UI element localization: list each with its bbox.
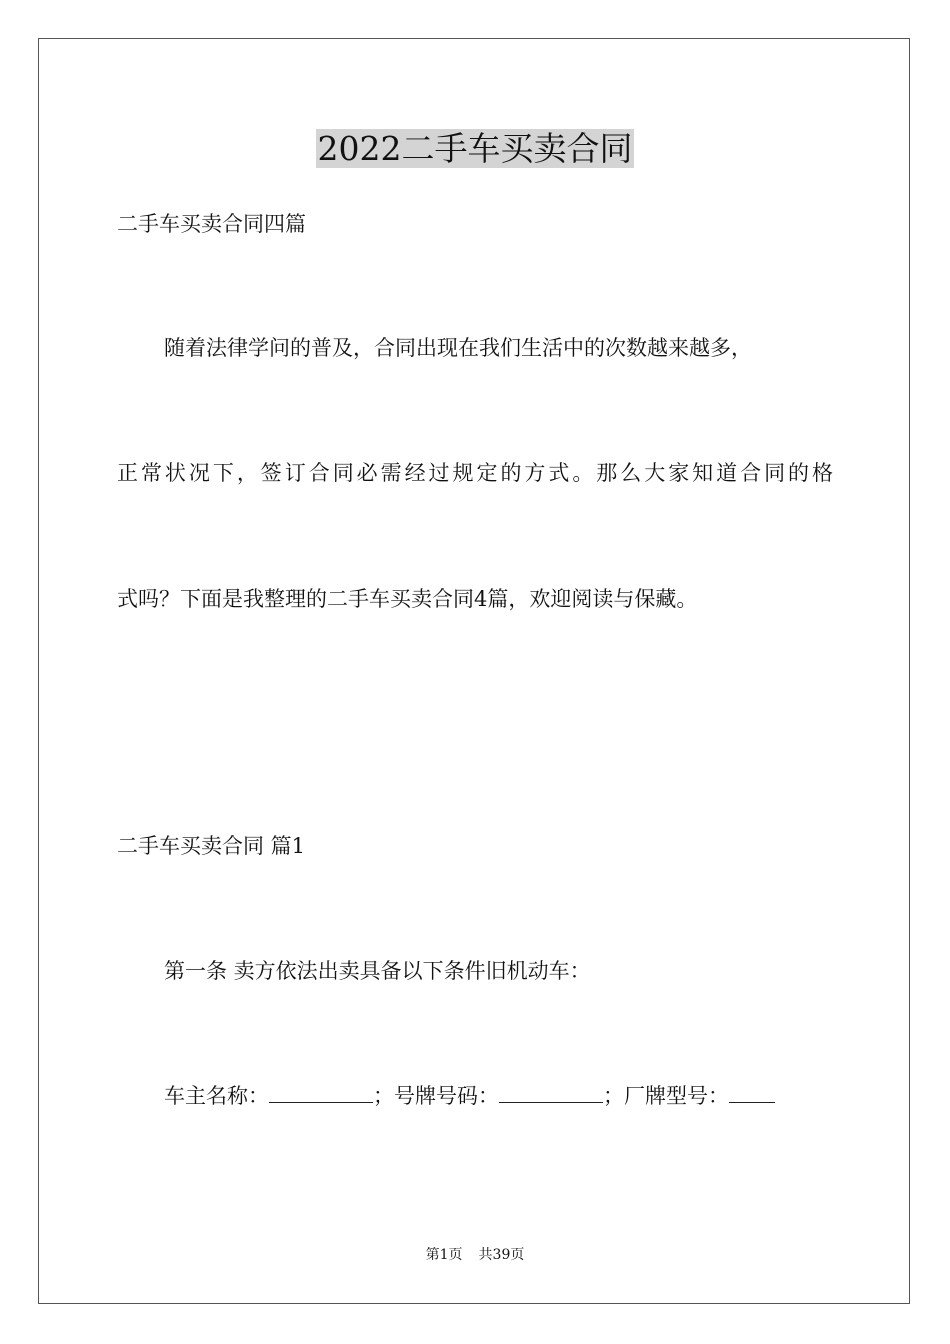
field-separator: ； xyxy=(373,1084,394,1108)
vehicle-model-blank[interactable] xyxy=(729,1084,775,1103)
page-footer xyxy=(0,1245,950,1265)
vehicle-model-label: 厂牌型号： xyxy=(624,1084,729,1108)
intro-paragraph-line-1: 随着法律学问的普及，合同出现在我们生活中的次数越来越多， xyxy=(164,336,752,360)
document-title xyxy=(0,124,950,174)
plate-number-label: 号牌号码： xyxy=(394,1084,499,1108)
owner-name-blank[interactable] xyxy=(269,1084,373,1103)
section-heading: 二手车买卖合同 篇1 xyxy=(117,834,306,858)
article-1-text: 第一条 卖方依法出卖具备以下条件旧机动车： xyxy=(164,959,591,983)
field-separator: ； xyxy=(603,1084,624,1108)
total-pages: 共39页 xyxy=(478,1247,525,1263)
document-title-text: 2022二手车买卖合同 xyxy=(317,129,633,168)
document-subtitle: 二手车买卖合同四篇 xyxy=(117,212,306,236)
intro-paragraph-line-3: 式吗？下面是我整理的二手车买卖合同4篇，欢迎阅读与保藏。 xyxy=(117,587,698,611)
vehicle-info-fields xyxy=(164,1081,775,1111)
owner-name-label: 车主名称： xyxy=(164,1084,269,1108)
plate-number-blank[interactable] xyxy=(499,1084,603,1103)
page-number: 第1页 xyxy=(425,1247,463,1263)
intro-paragraph-line-2: 正常状况下，签订合同必需经过规定的方式。那么大家知道合同的格 xyxy=(117,461,833,485)
